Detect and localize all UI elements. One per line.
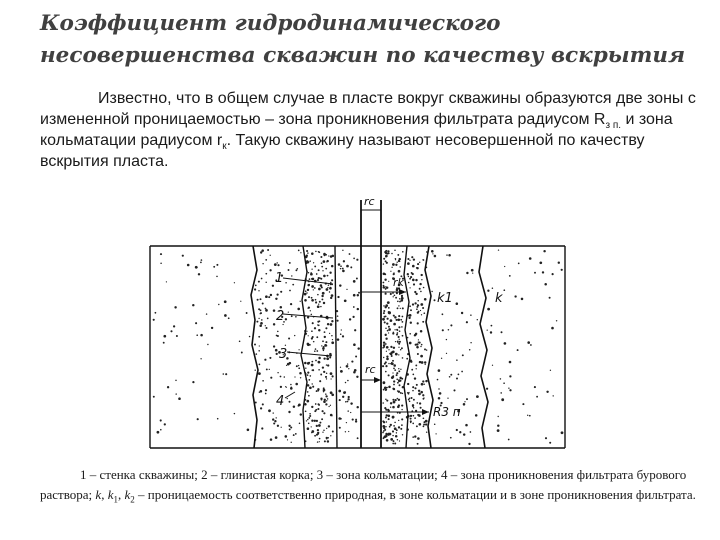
label-rk: rk — [393, 276, 404, 289]
leader-4 — [285, 392, 295, 398]
formation-dots — [153, 249, 564, 445]
slide-title-line2: несовершенства скважин по качеству вскрытия — [40, 43, 686, 68]
paragraph-part1: Известно, что в общем случае в пласте вокруг скважины образуются две зоны с измененной проницаемостью – зона проникновения фильтрата радиусом R — [40, 90, 696, 128]
label-3: 3 — [279, 347, 288, 362]
label-4: 4 — [276, 394, 285, 409]
paragraph-part2: и зона кольматации радиусом r — [40, 111, 673, 149]
body-paragraph — [40, 88, 700, 172]
invaded-boundary-left — [251, 246, 258, 448]
caption-part2: – проницаемость соответственно природная, в зоне кольматации и в зоне проникновения фильтрата. — [134, 487, 696, 502]
rk-arrowhead — [399, 289, 406, 295]
paragraph-sub-rk: к — [222, 141, 227, 153]
caption-sep1: , — [101, 487, 108, 502]
label-k1: k1 — [437, 291, 453, 306]
label-2: 2 — [276, 309, 285, 324]
label-rc-top: rc — [364, 195, 375, 208]
mudcake-left — [335, 246, 337, 448]
caption-k1: k — [107, 487, 114, 502]
arrowheads — [374, 289, 429, 415]
outer-boundary-right — [479, 246, 488, 448]
paragraph-part3: . Такую скважину называют несовершенной по качеству вскрытия пласта. — [40, 132, 645, 170]
label-k: k — [495, 291, 503, 306]
slide-title — [40, 8, 700, 72]
zone-boundaries — [150, 200, 565, 448]
caption-part1: 1 – стенка скважины; 2 – глинистая корка; 3 – зона кольматации; 4 – зона проникновения фильтрата бурового раствора; — [40, 467, 687, 502]
caption-k2: k — [124, 487, 131, 502]
leader-1 — [283, 278, 333, 284]
rzp-arrowhead — [422, 409, 429, 415]
label-1: 1 — [275, 271, 284, 286]
slide-title-line1: Коэффициент гидродинамического — [40, 11, 501, 36]
leader-3 — [287, 352, 331, 356]
paragraph-sub-rzp: з п. — [605, 120, 622, 132]
figure-caption — [40, 465, 700, 505]
caption-k1-sub: 1 — [113, 494, 118, 505]
invaded-boundary-right — [425, 246, 433, 448]
colmatation-boundary-left — [301, 246, 307, 448]
rc-arrowhead — [374, 377, 381, 383]
diagram-svg — [145, 190, 570, 460]
caption-k: k — [95, 487, 102, 502]
caption-k2-sub: 2 — [130, 494, 135, 505]
caption-sep2: , — [117, 487, 125, 502]
label-rc-mid: rc — [365, 363, 376, 376]
well-zones-diagram — [145, 190, 570, 460]
label-rzp: R3 п — [433, 405, 461, 419]
